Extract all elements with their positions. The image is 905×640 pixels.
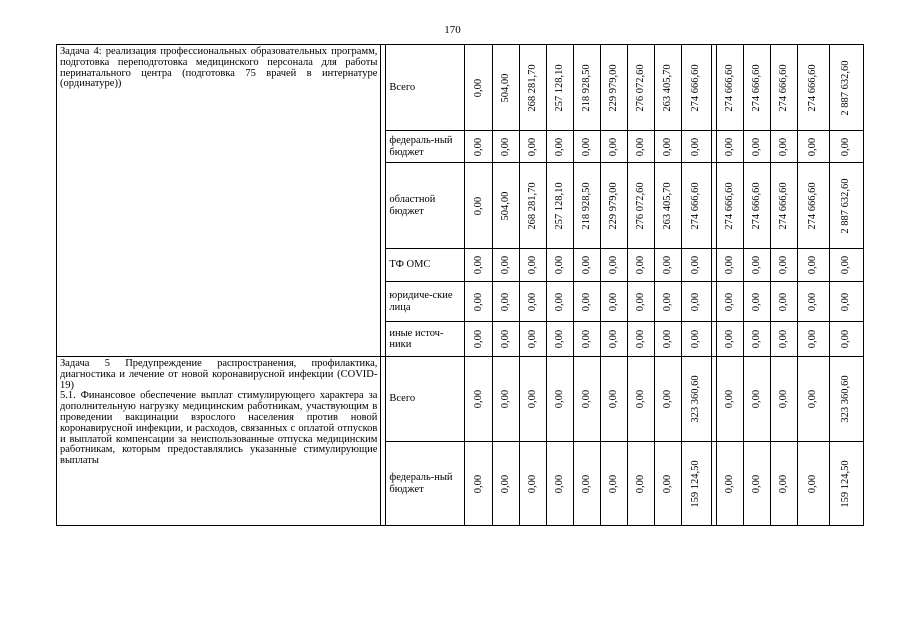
value-cell [681, 282, 711, 322]
value-text: 257 128,10 [553, 63, 565, 112]
value-text: 0,00 [634, 474, 646, 493]
value-text: 0,00 [580, 474, 592, 493]
value-text: 0,00 [526, 389, 538, 409]
value-text: 0,00 [607, 474, 619, 493]
value-cell [716, 357, 743, 442]
value-cell [743, 322, 770, 357]
funding-source: ТФ ОМС [386, 249, 465, 282]
value-cell [519, 45, 546, 131]
value-cell [743, 131, 770, 163]
value-text: 274 666,60 [690, 63, 702, 112]
value-text: 0,00 [472, 389, 484, 409]
value-cell [654, 249, 681, 282]
value-cell [829, 131, 863, 163]
value-text: 0,00 [723, 137, 735, 156]
value-cell [797, 357, 829, 442]
value-cell [627, 131, 654, 163]
value-cell [654, 357, 681, 442]
value-cell [573, 249, 600, 282]
value-text: 0,00 [777, 137, 789, 156]
value-cell [627, 45, 654, 131]
value-text: 323 360,60 [840, 375, 852, 423]
value-text: 504,00 [499, 73, 511, 102]
value-cell [492, 163, 519, 249]
value-text: 274 666,60 [777, 181, 789, 230]
value-text: 0,00 [750, 474, 762, 493]
value-text: 0,00 [526, 137, 538, 156]
value-text: 0,00 [661, 389, 673, 409]
value-text: 323 360,60 [690, 375, 702, 423]
value-text: 274 666,60 [690, 181, 702, 230]
value-text: 0,00 [553, 292, 565, 311]
value-text: 0,00 [472, 474, 484, 493]
value-cell [519, 131, 546, 163]
value-cell [465, 442, 492, 526]
funding-source: Всего [386, 45, 465, 131]
value-cell [681, 357, 711, 442]
value-cell [797, 131, 829, 163]
value-cell [829, 249, 863, 282]
value-cell [465, 282, 492, 322]
value-cell [797, 322, 829, 357]
value-text: 0,00 [607, 255, 619, 275]
value-text: 0,00 [661, 255, 673, 275]
value-cell [716, 131, 743, 163]
value-text: 0,00 [750, 255, 762, 275]
task-title: Задача 4: реализация профессиональных образовательных программ, подготовка переподготовка медицинского персонала для работы перинатального центра (подготовка 75 врачей в интернатуре (ординатуре)) [60, 46, 378, 90]
value-text: 268 281,70 [526, 63, 538, 112]
value-cell [743, 442, 770, 526]
value-text: 0,00 [777, 389, 789, 409]
value-cell [492, 357, 519, 442]
value-cell [743, 282, 770, 322]
value-text: 0,00 [580, 329, 592, 349]
value-text: 0,00 [553, 137, 565, 156]
task-description [57, 45, 381, 357]
value-cell [743, 357, 770, 442]
value-text: 0,00 [723, 292, 735, 311]
value-text: 0,00 [499, 255, 511, 275]
value-cell [716, 163, 743, 249]
value-text: 0,00 [526, 329, 538, 349]
value-text: 0,00 [526, 474, 538, 493]
value-cell [770, 282, 797, 322]
value-cell [681, 442, 711, 526]
value-cell [716, 45, 743, 131]
value-cell [716, 282, 743, 322]
value-cell [681, 163, 711, 249]
value-cell [797, 45, 829, 131]
value-text: 0,00 [607, 292, 619, 311]
task-description [57, 357, 381, 526]
value-cell [681, 45, 711, 131]
value-text: 229 979,00 [607, 181, 619, 230]
value-text: 0,00 [553, 389, 565, 409]
value-cell [797, 249, 829, 282]
value-cell [546, 357, 573, 442]
value-cell [465, 163, 492, 249]
value-cell [627, 322, 654, 357]
value-cell [573, 45, 600, 131]
value-cell [829, 163, 863, 249]
value-cell [654, 442, 681, 526]
value-text: 0,00 [807, 137, 819, 156]
value-cell [465, 357, 492, 442]
value-text: 0,00 [472, 329, 484, 349]
value-cell [600, 322, 627, 357]
value-cell [797, 163, 829, 249]
value-cell [519, 442, 546, 526]
value-text: 0,00 [634, 292, 646, 311]
value-cell [716, 322, 743, 357]
value-cell [465, 131, 492, 163]
value-text: 274 666,60 [777, 63, 789, 112]
value-cell [797, 282, 829, 322]
value-text: 0,00 [661, 292, 673, 311]
value-text: 0,00 [750, 389, 762, 409]
value-text: 0,00 [607, 329, 619, 349]
funding-source: федераль-ный бюджет [386, 442, 465, 526]
value-text: 0,00 [840, 137, 852, 156]
value-text: 0,00 [690, 329, 702, 349]
value-cell [546, 163, 573, 249]
value-text: 0,00 [750, 137, 762, 156]
value-cell [573, 282, 600, 322]
value-text: 257 128,10 [553, 181, 565, 230]
value-cell [829, 322, 863, 357]
value-cell [600, 131, 627, 163]
value-text: 159 124,50 [840, 459, 852, 508]
value-cell [716, 442, 743, 526]
value-text: 274 666,60 [807, 63, 819, 112]
value-text: 0,00 [777, 255, 789, 275]
value-cell [681, 131, 711, 163]
value-cell [519, 282, 546, 322]
value-text: 0,00 [807, 389, 819, 409]
value-cell [573, 357, 600, 442]
value-text: 0,00 [472, 137, 484, 156]
value-text: 0,00 [840, 329, 852, 349]
value-text: 0,00 [661, 329, 673, 349]
value-cell [465, 45, 492, 131]
value-text: 2 887 632,60 [840, 177, 852, 234]
value-cell [829, 45, 863, 131]
value-text: 0,00 [807, 329, 819, 349]
value-text: 0,00 [690, 292, 702, 311]
value-cell [600, 163, 627, 249]
value-cell [681, 322, 711, 357]
value-text: 0,00 [634, 137, 646, 156]
value-cell [654, 322, 681, 357]
value-text: 0,00 [634, 389, 646, 409]
value-cell [600, 442, 627, 526]
value-cell [654, 45, 681, 131]
value-cell [829, 357, 863, 442]
value-cell [797, 442, 829, 526]
value-text: 0,00 [472, 196, 484, 215]
value-cell [770, 322, 797, 357]
value-text: 2 887 632,60 [840, 59, 852, 116]
value-cell [546, 249, 573, 282]
value-text: 0,00 [580, 137, 592, 156]
value-cell [627, 357, 654, 442]
value-cell [573, 442, 600, 526]
value-text: 229 979,00 [607, 63, 619, 112]
value-cell [465, 249, 492, 282]
value-text: 0,00 [840, 292, 852, 311]
value-text: 218 928,50 [580, 63, 592, 112]
value-cell [654, 131, 681, 163]
value-cell [492, 249, 519, 282]
value-text: 0,00 [553, 329, 565, 349]
value-text: 218 928,50 [580, 181, 592, 230]
value-cell [546, 442, 573, 526]
value-text: 0,00 [750, 329, 762, 349]
value-cell [627, 163, 654, 249]
value-cell [492, 282, 519, 322]
value-text: 0,00 [807, 474, 819, 493]
value-text: 0,00 [607, 389, 619, 409]
value-cell [600, 357, 627, 442]
funding-source: федераль-ный бюджет [386, 131, 465, 163]
value-cell [546, 131, 573, 163]
value-cell [546, 282, 573, 322]
value-text: 274 666,60 [723, 181, 735, 230]
value-text: 276 072,60 [634, 63, 646, 112]
value-cell [743, 249, 770, 282]
value-cell [654, 282, 681, 322]
value-text: 0,00 [580, 292, 592, 311]
value-cell [573, 163, 600, 249]
value-text: 0,00 [807, 292, 819, 311]
value-text: 0,00 [499, 329, 511, 349]
value-cell [519, 322, 546, 357]
value-cell [600, 45, 627, 131]
value-text: 504,00 [499, 191, 511, 220]
value-text: 274 666,60 [750, 181, 762, 230]
value-text: 0,00 [472, 292, 484, 311]
value-cell [829, 442, 863, 526]
table-row [57, 357, 864, 442]
value-text: 0,00 [690, 137, 702, 156]
value-cell [600, 282, 627, 322]
value-text: 0,00 [750, 292, 762, 311]
value-text: 0,00 [723, 389, 735, 409]
task-subtext: 5.1. Финансовое обеспечение выплат стимулирующего характера за дополнительную нагрузку медицинским работникам, участвующим в проведении вакцинации взрослого населения против новой коронавирусной инфекции, и расходов, связанных с оплатой отпусков и выплатой компенсации за неиспользованные отпуска медицинским работникам, которым предоставлялись указанные стимулирующие выплаты [60, 390, 378, 467]
value-text: 0,00 [472, 78, 484, 97]
value-cell [681, 249, 711, 282]
value-text: 0,00 [499, 389, 511, 409]
value-cell [743, 163, 770, 249]
value-cell [492, 45, 519, 131]
value-text: 0,00 [580, 389, 592, 409]
funding-source: Всего [386, 357, 465, 442]
value-text: 0,00 [723, 329, 735, 349]
value-cell [519, 249, 546, 282]
value-text: 0,00 [634, 329, 646, 349]
task-title: Задача 5 Предупреждение распространения, профилактика, диагностика и лечение от новой коронавирусной инфекции (COVID-19) [60, 358, 378, 391]
value-cell [627, 282, 654, 322]
value-text: 268 281,70 [526, 181, 538, 230]
value-cell [519, 163, 546, 249]
value-cell [546, 45, 573, 131]
value-text: 274 666,60 [807, 181, 819, 230]
value-cell [627, 249, 654, 282]
value-text: 0,00 [777, 329, 789, 349]
value-text: 0,00 [723, 255, 735, 275]
value-text: 0,00 [499, 137, 511, 156]
budget-table [56, 44, 864, 526]
value-text: 0,00 [607, 137, 619, 156]
funding-source: областной бюджет [386, 163, 465, 249]
value-text: 0,00 [553, 474, 565, 493]
value-cell [519, 357, 546, 442]
value-cell [770, 249, 797, 282]
value-text: 0,00 [777, 292, 789, 311]
value-cell [770, 357, 797, 442]
value-cell [770, 163, 797, 249]
value-cell [600, 249, 627, 282]
value-cell [492, 131, 519, 163]
value-cell [465, 322, 492, 357]
value-cell [770, 131, 797, 163]
value-text: 0,00 [526, 255, 538, 275]
value-cell [654, 163, 681, 249]
value-cell [573, 131, 600, 163]
funding-source: юридиче-ские лица [386, 282, 465, 322]
value-text: 0,00 [634, 255, 646, 275]
value-text: 0,00 [723, 474, 735, 493]
value-text: 0,00 [690, 255, 702, 275]
value-text: 263 405,70 [661, 63, 673, 112]
value-cell [829, 282, 863, 322]
funding-source: иные источ-ники [386, 322, 465, 357]
value-text: 0,00 [499, 292, 511, 311]
value-cell [770, 442, 797, 526]
value-text: 274 666,60 [723, 63, 735, 112]
value-cell [573, 322, 600, 357]
value-text: 159 124,50 [690, 459, 702, 508]
value-text: 0,00 [777, 474, 789, 493]
value-text: 0,00 [580, 255, 592, 275]
value-text: 0,00 [807, 255, 819, 275]
value-text: 0,00 [499, 474, 511, 493]
value-cell [770, 45, 797, 131]
value-cell [716, 249, 743, 282]
value-cell [627, 442, 654, 526]
value-text: 263 405,70 [661, 181, 673, 230]
value-text: 0,00 [840, 255, 852, 275]
value-cell [743, 45, 770, 131]
value-text: 276 072,60 [634, 181, 646, 230]
value-text: 0,00 [661, 474, 673, 493]
value-text: 0,00 [526, 292, 538, 311]
value-cell [546, 322, 573, 357]
value-text: 0,00 [472, 255, 484, 275]
value-text: 274 666,60 [750, 63, 762, 112]
value-text: 0,00 [553, 255, 565, 275]
value-text: 0,00 [661, 137, 673, 156]
table-row [57, 45, 864, 131]
value-cell [492, 442, 519, 526]
page-number: 170 [444, 24, 461, 36]
value-cell [492, 322, 519, 357]
